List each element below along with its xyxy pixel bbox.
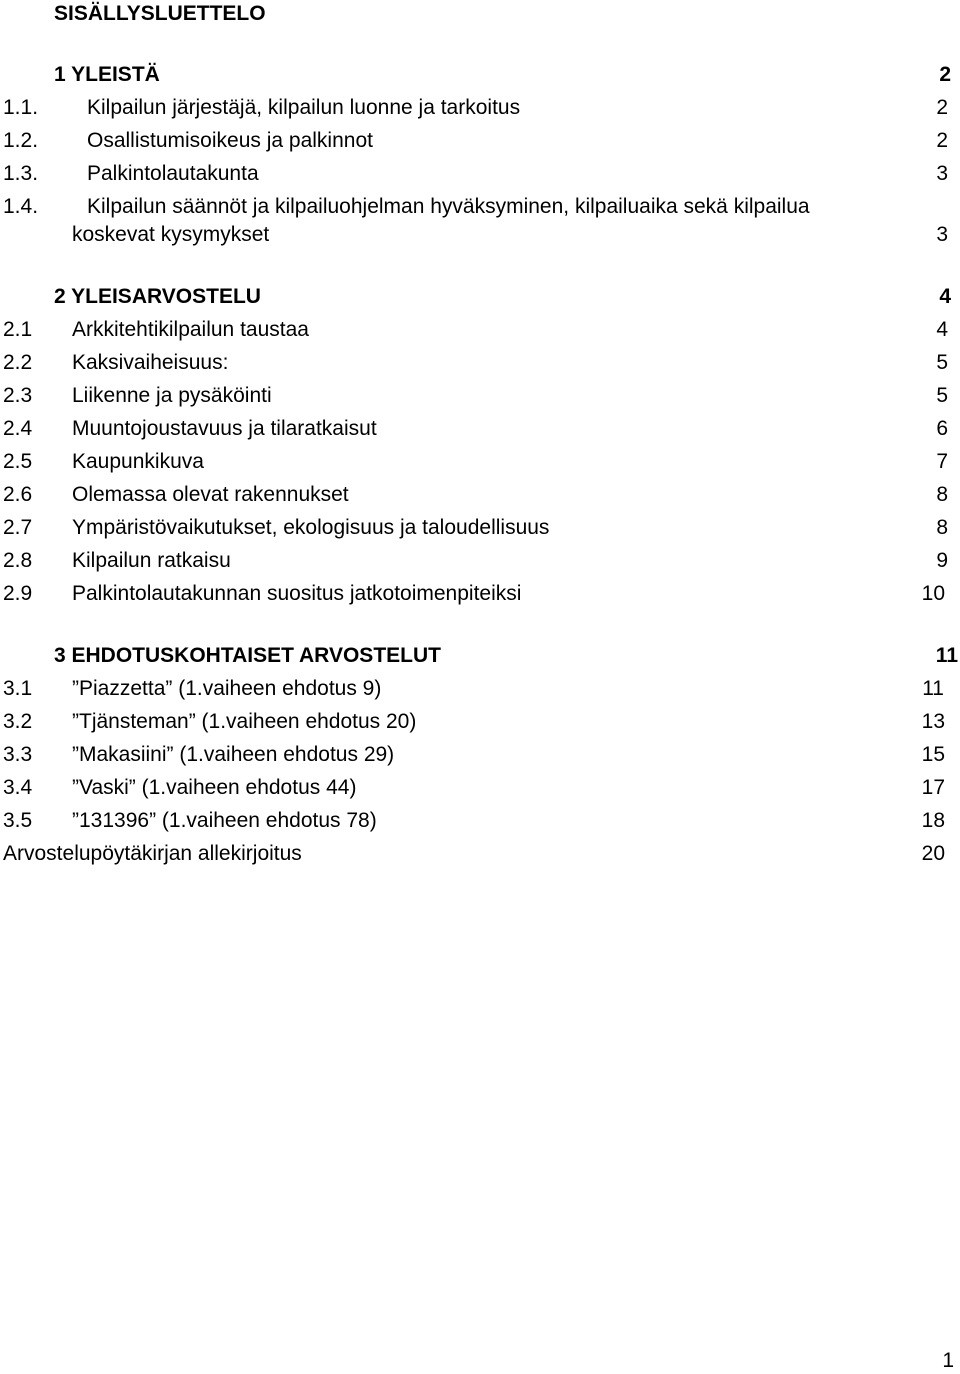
toc-entry-number: 2.8	[3, 549, 33, 572]
toc-entry	[3, 416, 948, 442]
toc-entry-number: 3.4	[3, 776, 33, 799]
toc-entry	[3, 128, 948, 154]
toc-entry	[3, 515, 948, 541]
toc-entry-title: Kilpailun järjestäjä, kilpailun luonne ja tarkoitus	[87, 96, 521, 119]
toc-entry-page: 18	[921, 809, 945, 832]
toc-entry	[3, 709, 945, 735]
toc-entry	[3, 449, 948, 475]
toc-entry-page: 20	[921, 842, 945, 865]
toc-entry-title: ”Makasiini” (1.vaiheen ehdotus 29)	[72, 743, 395, 766]
toc-entry-page: 5	[936, 384, 948, 407]
toc-entry-page: 8	[936, 483, 948, 506]
toc-entry-page: 17	[921, 776, 945, 799]
toc-entry	[3, 548, 948, 574]
toc-entry	[3, 95, 948, 121]
toc-entry-page: 9	[936, 549, 948, 572]
toc-entry-number: 2.1	[3, 318, 33, 341]
toc-entry-number: 2.2	[3, 351, 33, 374]
section-page-number: 11	[935, 644, 958, 667]
toc-entry-title: Kaksivaiheisuus:	[72, 351, 229, 374]
toc-entry-title: Kaupunkikuva	[72, 450, 204, 473]
toc-entry	[3, 775, 945, 801]
toc-entry-title: Liikenne ja pysäköinti	[72, 384, 272, 407]
toc-section-heading	[54, 62, 951, 88]
toc-entry-title-continued: koskevat kysymykset	[72, 223, 270, 246]
toc-entry-page: 15	[921, 743, 945, 766]
toc-entry	[3, 581, 945, 607]
toc-entry-title: Arkkitehtikilpailun taustaa	[72, 318, 309, 341]
toc-entry-number: 2.5	[3, 450, 33, 473]
toc-entry-title: Osallistumisoikeus ja palkinnot	[87, 129, 373, 152]
toc-entry-title: Kilpailun ratkaisu	[72, 549, 231, 572]
toc-entry	[3, 676, 944, 702]
toc-entry-title: Arvostelupöytäkirjan allekirjoitus	[3, 842, 302, 865]
toc-entry-number: 3.2	[3, 710, 33, 733]
toc-entry-page: 2	[936, 96, 948, 119]
toc-entry	[3, 194, 948, 250]
toc-entry-page: 6	[936, 417, 948, 440]
toc-entry-title: ”Piazzetta” (1.vaiheen ehdotus 9)	[72, 677, 382, 700]
toc-entry-page: 8	[936, 516, 948, 539]
section-page-number: 2	[939, 63, 951, 86]
toc-entry-number: 3.1	[3, 677, 33, 700]
section-heading-label: 3 EHDOTUSKOHTAISET ARVOSTELUT	[54, 644, 441, 667]
toc-entry	[3, 161, 948, 187]
toc-entry-title: Olemassa olevat rakennukset	[72, 483, 349, 506]
toc-entry-page: 3	[936, 223, 948, 246]
toc-entry-page: 4	[936, 318, 948, 341]
toc-entry-number: 3.5	[3, 809, 33, 832]
toc-entry-page: 11	[922, 677, 944, 700]
toc-entry-number: 2.4	[3, 417, 33, 440]
toc-entry-number: 2.6	[3, 483, 33, 506]
toc-entry-number: 2.9	[3, 582, 33, 605]
toc-entry-page: 3	[936, 162, 948, 185]
toc-entry-title: Muuntojoustavuus ja tilaratkaisut	[72, 417, 377, 440]
section-heading-label: 2 YLEISARVOSTELU	[54, 285, 261, 308]
page-title: SISÄLLYSLUETTELO	[54, 2, 266, 25]
toc-entry-page: 2	[936, 129, 948, 152]
toc-entry-number: 2.7	[3, 516, 33, 539]
toc-entry	[3, 742, 945, 768]
page-number: 1	[942, 1349, 954, 1372]
toc-entry-title: Palkintolautakunnan suositus jatkotoimenpiteiksi	[72, 582, 522, 605]
toc-entry-title: ”Vaski” (1.vaiheen ehdotus 44)	[72, 776, 357, 799]
toc-entry	[3, 317, 948, 343]
toc-entry	[3, 383, 948, 409]
toc-entry-number: 1.4.	[3, 195, 39, 218]
toc-entry	[3, 350, 948, 376]
toc-entry	[3, 808, 945, 834]
toc-entry-title: ”131396” (1.vaiheen ehdotus 78)	[72, 809, 377, 832]
toc-entry-number: 2.3	[3, 384, 33, 407]
toc-entry-title: Ympäristövaikutukset, ekologisuus ja taloudellisuus	[72, 516, 550, 539]
section-heading-label: 1 YLEISTÄ	[54, 63, 160, 86]
toc-entry-number: 1.2.	[3, 129, 39, 152]
toc-entry-page: 10	[921, 582, 945, 605]
toc-entry-page: 5	[936, 351, 948, 374]
toc-entry-number: 1.1.	[3, 96, 39, 119]
toc-entry-number: 1.3.	[3, 162, 39, 185]
toc-entry-title: Kilpailun säännöt ja kilpailuohjelman hyväksyminen, kilpailuaika sekä kilpailua	[87, 195, 810, 218]
section-page-number: 4	[939, 285, 951, 308]
toc-entry-title: ”Tjänsteman” (1.vaiheen ehdotus 20)	[72, 710, 417, 733]
toc-entry	[3, 841, 945, 867]
toc-section-heading	[54, 284, 951, 310]
toc-section-heading	[54, 643, 958, 669]
toc-entry-title: Palkintolautakunta	[87, 162, 259, 185]
toc-entry-number: 3.3	[3, 743, 33, 766]
toc-entry	[3, 482, 948, 508]
toc-entry-page: 13	[921, 710, 945, 733]
toc-entry-page: 7	[936, 450, 948, 473]
